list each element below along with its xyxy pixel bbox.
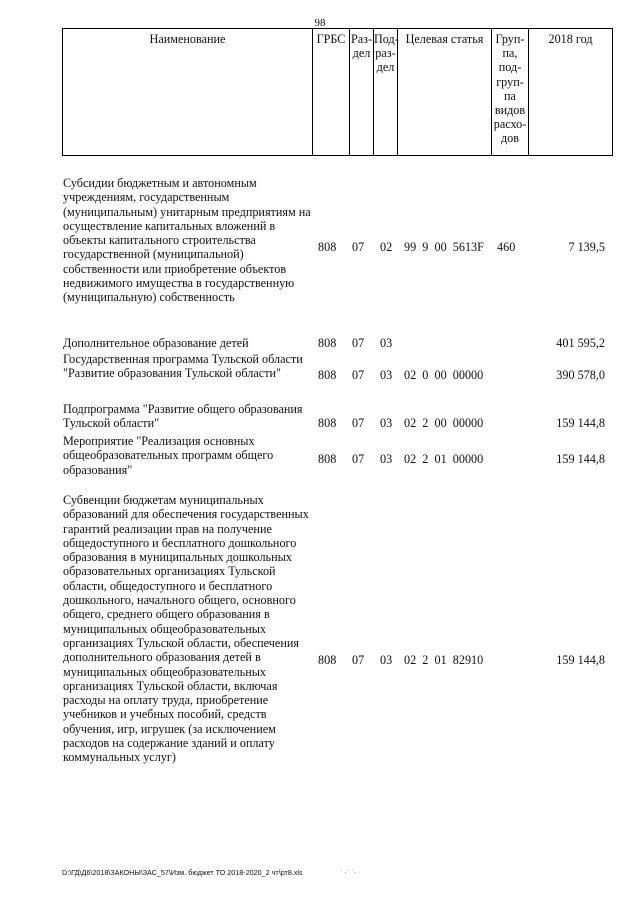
row-name: Мероприятие "Реализация основных общеобразовательных программ общего образования" bbox=[63, 434, 274, 477]
row-target: 02 2 01 00000 bbox=[404, 452, 484, 466]
row-razdel: 07 bbox=[352, 653, 365, 667]
row-grbs: 808 bbox=[318, 416, 337, 430]
row-name: Субвенции бюджетам муниципальных образований для обеспечения государственных гарантий реализации прав на получение общедоступного и бесплатного дошкольного образования в муниципальных дошкольных образовательных организациях Тульской области, общедоступного и бесплатного дошкольного, начального общего, основного общего, среднего общего образования в муниципальных общеобразовательных организациях Тульской области, обеспечения дополнительного образования детей в муниципальных общеобразовательных организациях Тульской области, включая расходы на оплату труда, приобретение учебников и учебных пособий, средств обучения, игр, игрушек (за исключением расходов на содержание зданий и оплату коммунальных услуг) bbox=[63, 493, 309, 765]
row-target: 02 2 00 00000 bbox=[404, 416, 484, 430]
table-row bbox=[0, 336, 640, 352]
row-sum: 401 595,2 bbox=[556, 336, 605, 350]
row-podrazdel: 03 bbox=[380, 452, 393, 466]
row-razdel: 07 bbox=[352, 416, 365, 430]
row-podrazdel: 02 bbox=[380, 240, 393, 254]
row-podrazdel: 03 bbox=[380, 416, 393, 430]
row-group: 460 bbox=[497, 240, 516, 254]
row-razdel: 07 bbox=[352, 336, 365, 350]
row-grbs: 808 bbox=[318, 452, 337, 466]
row-name: Дополнительное образование детей bbox=[63, 336, 249, 350]
row-grbs: 808 bbox=[318, 653, 337, 667]
row-name: Подпрограмма "Развитие общего образования Тульской области" bbox=[63, 402, 303, 431]
row-sum: 159 144,8 bbox=[556, 416, 605, 430]
scan-marks: · .· ·. bbox=[340, 866, 356, 875]
row-podrazdel: 03 bbox=[380, 336, 393, 350]
row-target: 02 2 01 82910 bbox=[404, 653, 484, 667]
header-group: Груп- па, под- груп- па видов расхо- дов bbox=[492, 29, 529, 155]
row-grbs: 808 bbox=[318, 368, 337, 382]
row-name: Государственная программа Тульской области "Развитие образования Тульской области" bbox=[63, 352, 303, 381]
header-podrazdel: Под- раз- дел bbox=[374, 29, 398, 155]
row-podrazdel: 03 bbox=[380, 653, 393, 667]
header-grbs: ГРБС bbox=[313, 29, 350, 155]
row-target: 99 9 00 5613F bbox=[404, 240, 484, 254]
header-year: 2018 год bbox=[548, 32, 593, 46]
file-path-footer: D:\ГД\Д6\2018\ЗАКОНЫ\ЗАС_57\Изм. бюджет ТО 2018-2020_2 чт\рт8.xls bbox=[62, 868, 303, 877]
table-row bbox=[0, 434, 640, 482]
header-name: Наименование bbox=[63, 29, 313, 155]
table-row bbox=[0, 352, 640, 400]
table-row bbox=[0, 402, 640, 434]
row-grbs: 808 bbox=[318, 336, 337, 350]
row-name: Субсидии бюджетным и автономным учреждениям, государственным (муниципальным) унитарным предприятиям на осуществление капитальных вложений в объекты капитального строительства государственной (муниципальной) собственности или приобретение объектов недвижимого имущества в государственную (муниципальную) собственность bbox=[63, 176, 311, 305]
header-razdel: Раз- дел bbox=[350, 29, 374, 155]
row-target: 02 0 00 00000 bbox=[404, 368, 484, 382]
table-header bbox=[62, 28, 613, 156]
page-number: 98 bbox=[314, 17, 326, 29]
row-sum: 159 144,8 bbox=[556, 653, 605, 667]
row-razdel: 07 bbox=[352, 368, 365, 382]
table-row bbox=[0, 493, 640, 833]
row-razdel: 07 bbox=[352, 240, 365, 254]
row-grbs: 808 bbox=[318, 240, 337, 254]
row-razdel: 07 bbox=[352, 452, 365, 466]
table-row bbox=[0, 176, 640, 320]
row-podrazdel: 03 bbox=[380, 368, 393, 382]
row-sum: 7 139,5 bbox=[568, 240, 605, 254]
header-target: Целевая статья bbox=[398, 29, 492, 155]
row-sum: 390 578,0 bbox=[556, 368, 605, 382]
row-sum: 159 144,8 bbox=[556, 452, 605, 466]
